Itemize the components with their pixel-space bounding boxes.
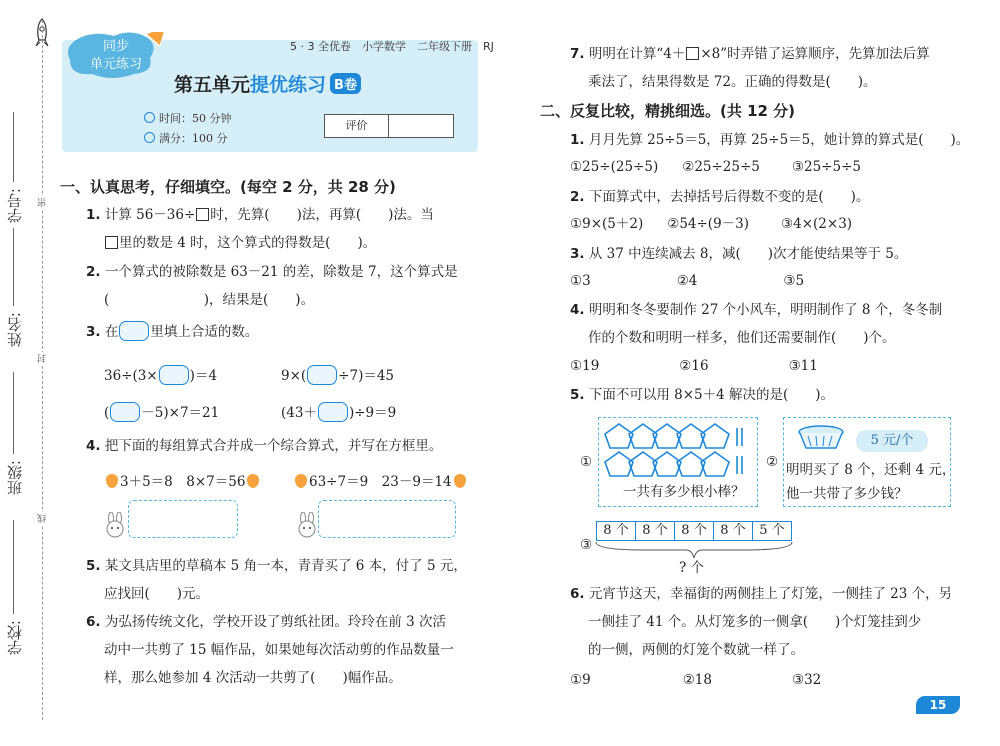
class-label: 班级: [6, 460, 24, 496]
option[interactable]: ②18 [682, 672, 712, 688]
choice-6-line2: 一侧挂了 41 个。从灯笼多的一侧拿( )个灯笼挂到少 [588, 614, 922, 630]
q3-expr-1: 36÷(3× )＝4 [104, 364, 217, 385]
option-2-marker[interactable]: ② [766, 454, 779, 470]
evaluation-box [324, 114, 454, 138]
cloud-input[interactable] [307, 365, 337, 385]
choice-2: 2. 下面算式中，去掉括号后得数不变的是( )。 [570, 189, 870, 205]
badge-line2: 单元练习 [89, 57, 142, 72]
choice-4-line2: 作的个数和明明一样多，他们还需要制作( )个。 [588, 330, 896, 346]
answer-box[interactable] [196, 208, 209, 221]
student-no-label: 学号: [6, 188, 24, 224]
question-2-line1: 2. 一个算式的被除数是 63－21 的差，除数是 7，这个算式是 [86, 264, 458, 280]
option[interactable]: ③11 [788, 358, 818, 374]
binding-strip [0, 0, 58, 746]
evaluation-field[interactable] [389, 115, 453, 137]
option[interactable]: ①9 [570, 672, 591, 688]
cut-mark-feng: 封 [38, 354, 48, 363]
option-3-question: ? 个 [679, 560, 705, 576]
choice-3-options [570, 271, 804, 291]
time-text: 时间：50 分钟 [159, 112, 232, 125]
question-2-line2: ( )，结果是( )。 [104, 292, 315, 308]
option-3-segments [596, 521, 791, 541]
section-2-heading: 二、反复比较，精挑细选。(共 12 分) [540, 102, 796, 120]
title-badge: B卷 [330, 73, 361, 94]
answer-box [686, 47, 699, 60]
title-unit: 第五单元 [174, 74, 251, 96]
segment: 8 个 [713, 521, 753, 541]
cut-mark-mi: 密 [38, 198, 48, 207]
option[interactable]: ①19 [570, 358, 600, 374]
page-title [174, 70, 361, 97]
q3-expr-3: ( －5)×7＝21 [104, 401, 219, 422]
question-6-line1: 6. 为弘扬传统文化，学校开设了剪纸社团。玲玲在前 3 次活 [86, 614, 446, 630]
choice-6-line1: 6. 元宵节这天，幸福街的两侧挂上了灯笼，一侧挂了 23 个，另 [570, 586, 953, 602]
evaluation-label: 评价 [325, 115, 389, 137]
check-icon [144, 132, 155, 143]
q4-group-2: 63÷7＝9 23－9＝14 [293, 470, 468, 490]
option[interactable]: ③4×(2×3) [781, 216, 853, 232]
title-highlight: 提优练习 [250, 74, 327, 96]
school-label: 学校: [6, 620, 24, 656]
option-1-text: 一共有多少根小棒？ [623, 484, 745, 500]
cloud-box [119, 321, 149, 341]
page-number: 15 [916, 696, 960, 714]
section-1-heading: 一、认真思考，仔细填空。(每空 2 分，共 28 分) [60, 178, 396, 196]
q3-expr-4: (43＋ )÷9＝9 [281, 401, 396, 422]
option[interactable]: ③5 [783, 273, 805, 289]
bunny-icon [296, 512, 318, 538]
question-4: 4. 把下面的每组算式合并成一个综合算式，并写在方框里。 [86, 438, 443, 454]
student-no-line[interactable] [13, 112, 14, 182]
question-1-line2: 里的数是 4 时，这个算式的得数是( )。 [104, 233, 376, 253]
name-label: 姓名: [6, 312, 24, 348]
q3-expr-2: 9×( ÷7)＝45 [281, 364, 394, 385]
question-5-line2: 应找回( )元。 [104, 586, 210, 602]
school-line[interactable] [13, 520, 14, 614]
choice-4-options [570, 356, 818, 376]
option[interactable]: ①9×(5＋2) [570, 216, 644, 232]
choice-3: 3. 从 37 中连续减去 8，减( )次才能使结果等于 5。 [570, 246, 908, 262]
cloud-input[interactable] [110, 402, 140, 422]
badge-text [80, 38, 152, 74]
choice-1: 1. 月月先算 25÷5＝5，再算 25÷5＝5，她计算的算式是( )。 [570, 132, 970, 148]
score-info [144, 130, 228, 146]
choice-6-options [570, 670, 821, 690]
name-line[interactable] [13, 228, 14, 306]
segment: 8 个 [635, 521, 675, 541]
cut-line [42, 20, 43, 720]
q4-answer-box-2[interactable] [318, 500, 456, 538]
option[interactable]: ③32 [791, 672, 822, 688]
choice-1-options [570, 157, 861, 177]
option[interactable]: ②4 [676, 273, 698, 289]
option-1-marker[interactable]: ① [580, 454, 593, 470]
option[interactable]: ①25÷(25÷5) [570, 159, 659, 175]
badge-line1: 同步 [102, 39, 129, 54]
choice-6-line3: 的一侧，两侧的灯笼个数就一样了。 [588, 642, 804, 658]
option[interactable]: ②16 [679, 358, 709, 374]
question-7-line2: 乘法了，结果得数是 72。正确的得数是( )。 [588, 74, 877, 90]
option[interactable]: ②25÷25÷5 [682, 159, 760, 175]
question-7-line1: 7. 明明在计算“4＋ ×8”时弄错了运算顺序，先算加法后算 [570, 46, 930, 62]
cut-mark-xian: 线 [38, 514, 48, 523]
choice-5: 5. 下面不可以用 8×5＋4 解决的是( )。 [570, 387, 835, 403]
option[interactable]: ①3 [570, 273, 591, 289]
question-1-line1: 1. 计算 56－36÷ 时，先算( )法，再算( )法。当 [86, 207, 434, 223]
carrot-icon [454, 474, 466, 488]
carrot-icon [295, 474, 307, 488]
brace-icon [594, 540, 794, 560]
option-3-marker[interactable]: ③ [580, 537, 593, 553]
q4-group-1: 3＋5＝8 8×7＝56 [104, 470, 261, 490]
class-line[interactable] [13, 372, 14, 454]
cloud-input[interactable] [159, 365, 189, 385]
series-line: 5 · 3 全优卷 小学数学 二年级下册 RJ [290, 40, 494, 53]
option-1-figure [598, 417, 758, 507]
cloud-input[interactable] [318, 402, 348, 422]
question-3: 3. 在 里填上合适的数。 [86, 321, 258, 342]
choice-4-line1: 4. 明明和冬冬要制作 27 个小风车，明明制作了 8 个，冬冬制 [570, 302, 943, 318]
clock-icon [144, 112, 155, 123]
choice-2-options [570, 214, 852, 234]
answer-box[interactable] [105, 236, 118, 249]
option[interactable]: ③25÷5÷5 [791, 159, 861, 175]
carrot-icon [106, 474, 118, 488]
time-info [144, 110, 232, 126]
basket-icon [796, 424, 846, 452]
q4-answer-box-1[interactable] [128, 500, 238, 538]
bunny-icon [104, 512, 126, 538]
option[interactable]: ②54÷(9－3) [667, 216, 750, 232]
price-tag: 5 元/个 [856, 430, 928, 452]
segment: 8 个 [674, 521, 714, 541]
header-banner [62, 39, 494, 152]
segment: 8 个 [596, 521, 636, 541]
question-6-line3: 样，那么她参加 4 次活动一共剪了( )幅作品。 [104, 670, 402, 686]
option-2-text-1: 明明买了 8 个，还剩 4 元， [786, 462, 956, 478]
segment: 5 个 [752, 521, 792, 541]
carrot-icon [247, 474, 259, 488]
pentagon-sticks-image [601, 422, 757, 478]
option-2-text-2: 他一共带了多少钱？ [786, 486, 908, 502]
question-6-line2: 动中一共剪了 15 幅作品，如果她每次活动剪的作品数量一 [104, 642, 454, 658]
question-5-line1: 5. 某文具店里的草稿本 5 角一本，青青买了 6 本，付了 5 元， [86, 558, 467, 574]
score-text: 满分：100 分 [159, 132, 228, 145]
